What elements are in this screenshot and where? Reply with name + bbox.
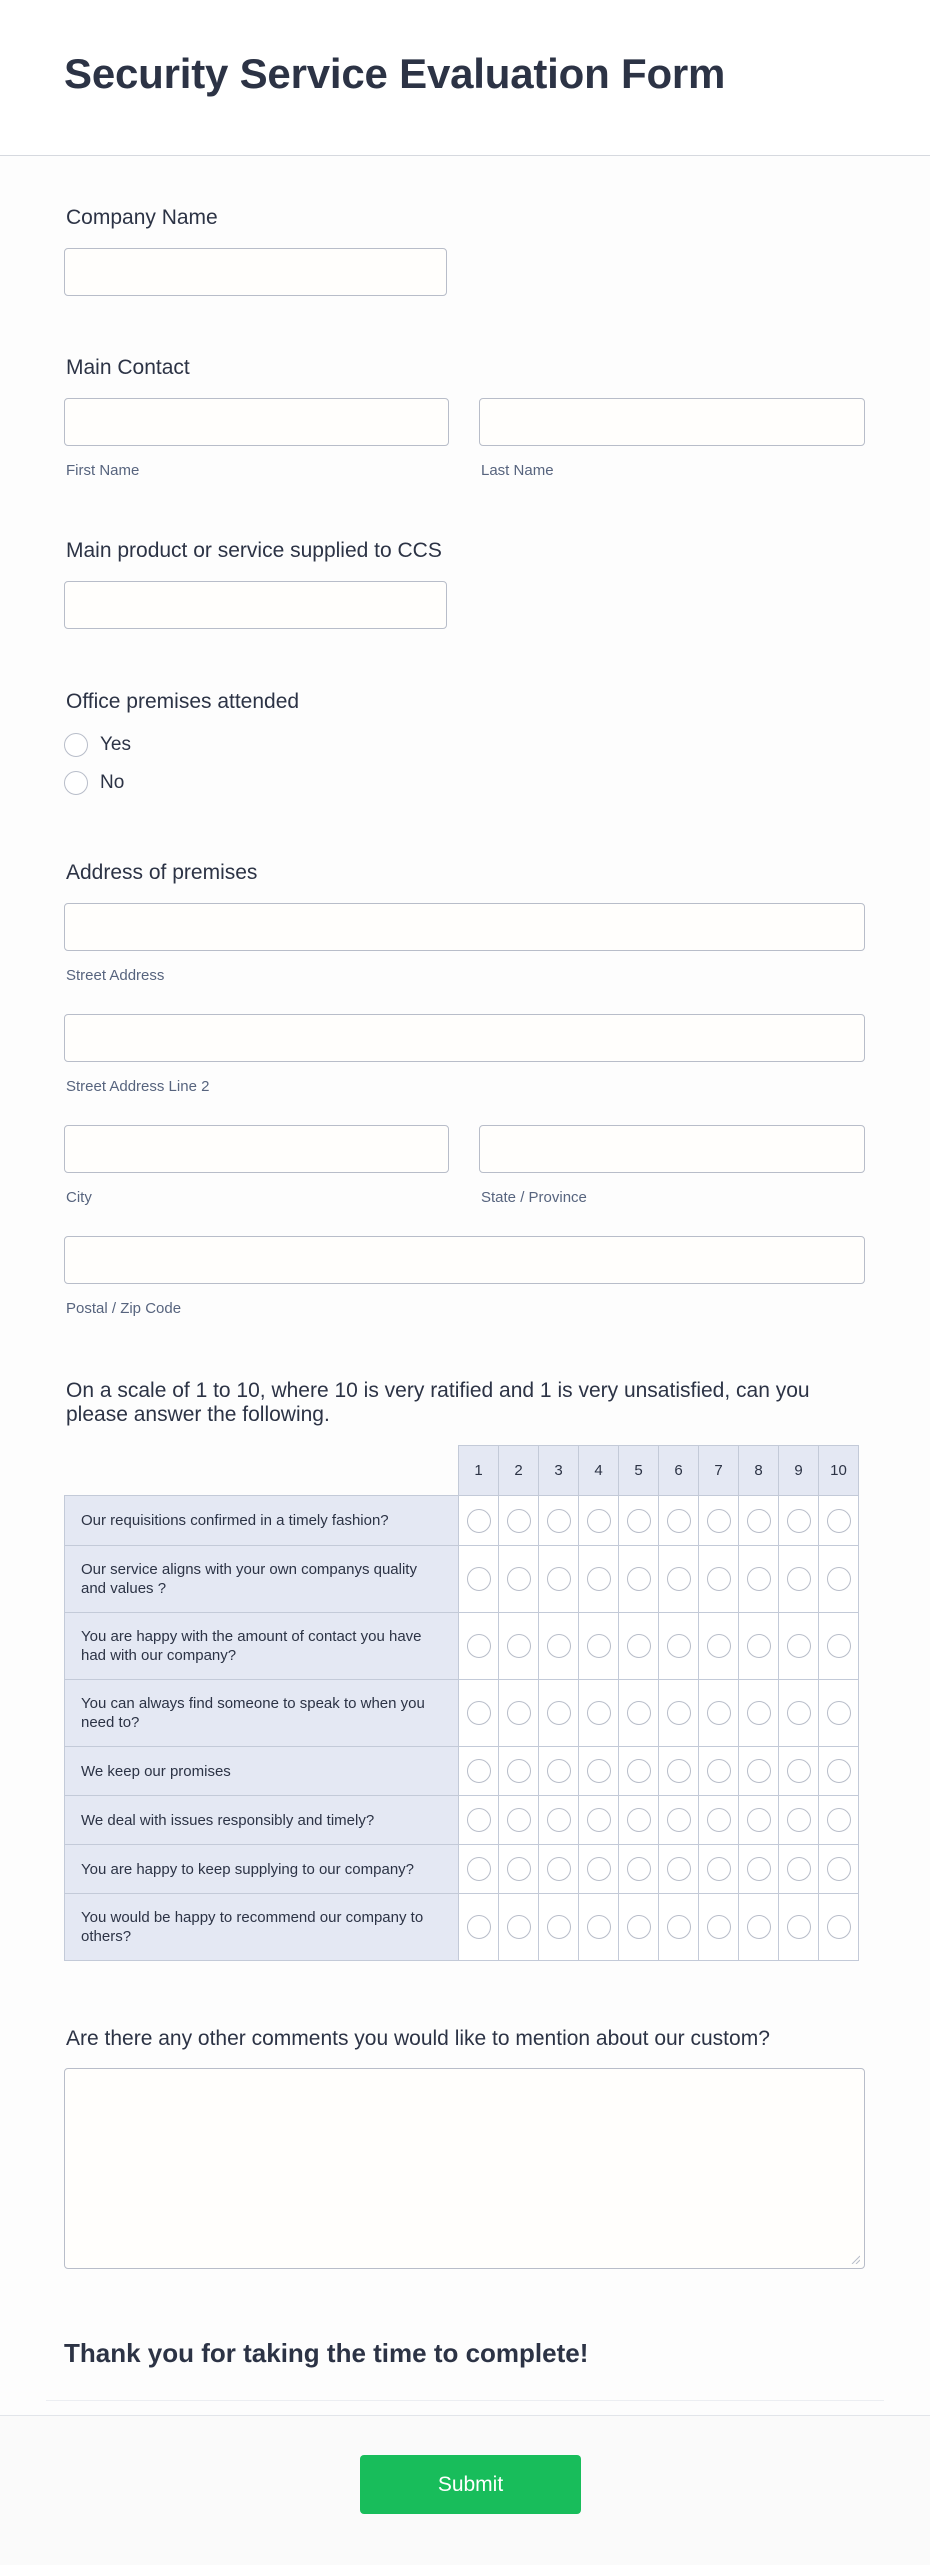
matrix-cell[interactable] [619,1796,659,1845]
rating-radio[interactable] [627,1509,651,1533]
matrix-row [65,1680,859,1747]
matrix-cell[interactable] [579,1894,619,1961]
matrix-cell[interactable] [499,1496,539,1546]
form-footer [0,2415,930,2565]
submit-button[interactable]: Submit [360,2455,581,2514]
rating-radio[interactable] [507,1857,531,1881]
matrix-cell[interactable] [459,1680,499,1747]
rating-radio[interactable] [747,1567,771,1591]
office-premises-label: Office premises attended [66,690,300,713]
radio-button[interactable] [64,771,88,795]
scale-question-label: On a scale of 1 to 10, where 10 is very ratified and 1 is very unsatisfied, can you please answer the following. [66,1379,810,1426]
street-address-sublabel: Street Address [66,967,165,984]
matrix-cell[interactable] [659,1613,699,1680]
city-sublabel: City [66,1189,92,1206]
option-label: No [100,772,125,793]
matrix-cell[interactable] [699,1747,739,1796]
matrix-cell[interactable] [819,1845,859,1894]
matrix-cell[interactable] [499,1845,539,1894]
first-name-input[interactable] [64,398,449,446]
rating-radio[interactable] [547,1759,571,1783]
rating-radio[interactable] [467,1857,491,1881]
matrix-column-header: 9 [779,1446,819,1496]
matrix-cell[interactable] [539,1796,579,1845]
rating-radio[interactable] [667,1634,691,1658]
rating-radio[interactable] [787,1915,811,1939]
form-header [0,0,930,156]
matrix-cell[interactable] [699,1845,739,1894]
rating-radio[interactable] [827,1808,851,1832]
matrix-cell[interactable] [659,1845,699,1894]
matrix-cell[interactable] [619,1680,659,1747]
matrix-cell[interactable] [539,1845,579,1894]
matrix-cell[interactable] [619,1845,659,1894]
matrix-cell[interactable] [699,1796,739,1845]
matrix-cell[interactable] [659,1796,699,1845]
rating-radio[interactable] [747,1509,771,1533]
rating-radio[interactable] [507,1759,531,1783]
rating-radio[interactable] [467,1634,491,1658]
rating-radio[interactable] [827,1567,851,1591]
rating-radio[interactable] [507,1567,531,1591]
rating-radio[interactable] [707,1808,731,1832]
matrix-cell[interactable] [539,1680,579,1747]
rating-radio[interactable] [467,1509,491,1533]
rating-radio[interactable] [627,1915,651,1939]
rating-radio[interactable] [667,1567,691,1591]
matrix-column-header: 5 [619,1446,659,1496]
rating-radio[interactable] [787,1759,811,1783]
comments-textarea[interactable] [64,2068,865,2269]
company-name-input[interactable] [64,248,447,296]
rating-radio[interactable] [707,1509,731,1533]
matrix-column-header: 1 [459,1446,499,1496]
form-title: Security Service Evaluation Form [64,50,726,97]
rating-radio[interactable] [747,1857,771,1881]
main-product-input[interactable] [64,581,447,629]
office-option-yes[interactable] [64,733,131,757]
first-name-sublabel: First Name [66,462,140,479]
rating-radio[interactable] [747,1915,771,1939]
rating-radio[interactable] [547,1567,571,1591]
rating-radio[interactable] [547,1509,571,1533]
matrix-cell[interactable] [659,1747,699,1796]
rating-radio[interactable] [627,1634,651,1658]
rating-radio[interactable] [507,1509,531,1533]
matrix-column-header: 6 [659,1446,699,1496]
divider [46,2400,884,2401]
matrix-row-label: We keep our promises [65,1747,459,1796]
rating-radio[interactable] [587,1915,611,1939]
matrix-cell[interactable] [579,1496,619,1546]
matrix-cell[interactable] [739,1845,779,1894]
rating-radio[interactable] [667,1857,691,1881]
state-sublabel: State / Province [481,1189,587,1206]
matrix-row [65,1546,859,1613]
resize-grip-icon[interactable] [850,2254,860,2264]
matrix-cell[interactable] [539,1747,579,1796]
rating-radio[interactable] [707,1915,731,1939]
last-name-input[interactable] [479,398,865,446]
matrix-row [65,1894,859,1961]
matrix-cell[interactable] [819,1546,859,1613]
matrix-cell[interactable] [779,1796,819,1845]
matrix-row-label: Our requisitions confirmed in a timely fashion? [65,1496,459,1546]
rating-radio[interactable] [787,1567,811,1591]
matrix-cell[interactable] [659,1680,699,1747]
rating-radio[interactable] [547,1701,571,1725]
matrix-cell[interactable] [819,1894,859,1961]
matrix-cell[interactable] [659,1496,699,1546]
rating-radio[interactable] [707,1701,731,1725]
matrix-cell[interactable] [739,1680,779,1747]
matrix-cell[interactable] [579,1680,619,1747]
matrix-column-header: 8 [739,1446,779,1496]
street-address-2-input[interactable] [64,1014,865,1062]
matrix-row [65,1496,859,1546]
comments-label: Are there any other comments you would like to mention about our custom? [66,2027,770,2050]
rating-radio[interactable] [587,1701,611,1725]
matrix-header-row [65,1446,859,1496]
rating-radio[interactable] [627,1759,651,1783]
rating-radio[interactable] [747,1701,771,1725]
matrix-cell[interactable] [499,1546,539,1613]
address-label: Address of premises [66,861,258,884]
postal-code-input[interactable] [64,1236,865,1284]
matrix-cell[interactable] [499,1613,539,1680]
matrix-cell[interactable] [699,1613,739,1680]
rating-radio[interactable] [707,1857,731,1881]
rating-radio[interactable] [707,1567,731,1591]
matrix-cell[interactable] [539,1546,579,1613]
main-product-label: Main product or service supplied to CCS [66,539,442,562]
matrix-cell[interactable] [739,1747,779,1796]
rating-radio[interactable] [627,1857,651,1881]
radio-button[interactable] [64,733,88,757]
matrix-cell[interactable] [819,1747,859,1796]
company-name-label: Company Name [66,206,218,229]
rating-radio[interactable] [507,1701,531,1725]
rating-radio[interactable] [827,1759,851,1783]
matrix-cell[interactable] [779,1747,819,1796]
matrix-cell[interactable] [819,1613,859,1680]
rating-radio[interactable] [827,1634,851,1658]
matrix-cell[interactable] [739,1546,779,1613]
matrix-column-header: 2 [499,1446,539,1496]
thank-you-heading: Thank you for taking the time to complete! [64,2338,589,2368]
matrix-cell[interactable] [459,1796,499,1845]
rating-radio[interactable] [747,1759,771,1783]
matrix-row-label: Our service aligns with your own companys quality and values ? [65,1546,459,1613]
matrix-cell[interactable] [779,1546,819,1613]
matrix-cell[interactable] [739,1894,779,1961]
rating-radio[interactable] [507,1808,531,1832]
rating-radio[interactable] [667,1915,691,1939]
matrix-cell[interactable] [699,1496,739,1546]
rating-radio[interactable] [827,1701,851,1725]
matrix-cell[interactable] [579,1546,619,1613]
matrix-cell[interactable] [779,1496,819,1546]
office-option-no[interactable] [64,771,124,795]
matrix-row-label: You can always find someone to speak to when you need to? [65,1680,459,1747]
matrix-cell[interactable] [699,1680,739,1747]
rating-radio[interactable] [827,1915,851,1939]
rating-radio[interactable] [787,1857,811,1881]
rating-radio[interactable] [667,1509,691,1533]
matrix-row [65,1747,859,1796]
rating-radio[interactable] [467,1701,491,1725]
main-contact-label: Main Contact [66,356,190,379]
matrix-cell[interactable] [779,1680,819,1747]
matrix-cell[interactable] [539,1496,579,1546]
rating-radio[interactable] [667,1759,691,1783]
matrix-cell[interactable] [459,1747,499,1796]
postal-code-sublabel: Postal / Zip Code [66,1300,182,1317]
matrix-cell[interactable] [499,1747,539,1796]
matrix-row [65,1796,859,1845]
matrix-cell[interactable] [659,1546,699,1613]
rating-radio[interactable] [547,1808,571,1832]
rating-radio[interactable] [787,1808,811,1832]
rating-radio[interactable] [707,1759,731,1783]
matrix-cell[interactable] [779,1894,819,1961]
matrix-cell[interactable] [459,1894,499,1961]
matrix-cell[interactable] [779,1613,819,1680]
matrix-cell[interactable] [619,1496,659,1546]
rating-radio[interactable] [467,1915,491,1939]
rating-radio[interactable] [547,1634,571,1658]
rating-radio[interactable] [827,1509,851,1533]
matrix-row-label: You are happy to keep supplying to our company? [65,1845,459,1894]
matrix-cell[interactable] [539,1894,579,1961]
rating-radio[interactable] [627,1701,651,1725]
matrix-cell[interactable] [499,1894,539,1961]
rating-radio[interactable] [507,1634,531,1658]
matrix-row-label: We deal with issues responsibly and timely? [65,1796,459,1845]
matrix-cell[interactable] [619,1747,659,1796]
rating-radio[interactable] [587,1567,611,1591]
rating-radio[interactable] [547,1915,571,1939]
rating-radio[interactable] [587,1759,611,1783]
rating-radio[interactable] [587,1808,611,1832]
rating-radio[interactable] [627,1567,651,1591]
matrix-cell[interactable] [459,1613,499,1680]
rating-radio[interactable] [787,1634,811,1658]
last-name-sublabel: Last Name [481,462,554,479]
state-input[interactable] [479,1125,865,1173]
matrix-cell[interactable] [619,1546,659,1613]
city-input[interactable] [64,1125,449,1173]
matrix-cell[interactable] [819,1796,859,1845]
rating-radio[interactable] [747,1808,771,1832]
street-address-2-sublabel: Street Address Line 2 [66,1078,210,1095]
matrix-cell[interactable] [819,1496,859,1546]
matrix-cell[interactable] [619,1613,659,1680]
matrix-cell[interactable] [579,1845,619,1894]
matrix-cell[interactable] [499,1796,539,1845]
matrix-row-label: You would be happy to recommend our company to others? [65,1894,459,1961]
rating-radio[interactable] [467,1808,491,1832]
matrix-cell[interactable] [579,1796,619,1845]
rating-radio[interactable] [587,1634,611,1658]
option-label: Yes [100,734,131,755]
matrix-cell[interactable] [699,1546,739,1613]
matrix-cell[interactable] [739,1613,779,1680]
street-address-input[interactable] [64,903,865,951]
rating-matrix [64,1445,859,1961]
rating-radio[interactable] [787,1701,811,1725]
matrix-cell[interactable] [459,1546,499,1613]
matrix-column-header: 10 [819,1446,859,1496]
rating-radio[interactable] [667,1701,691,1725]
rating-radio[interactable] [587,1857,611,1881]
matrix-cell[interactable] [699,1894,739,1961]
matrix-column-header: 4 [579,1446,619,1496]
rating-radio[interactable] [667,1808,691,1832]
rating-radio[interactable] [467,1567,491,1591]
matrix-row [65,1613,859,1680]
matrix-cell[interactable] [619,1894,659,1961]
matrix-cell[interactable] [579,1613,619,1680]
matrix-cell[interactable] [739,1496,779,1546]
matrix-corner [65,1446,459,1496]
rating-radio[interactable] [547,1857,571,1881]
rating-radio[interactable] [787,1509,811,1533]
matrix-cell[interactable] [499,1680,539,1747]
matrix-cell[interactable] [539,1613,579,1680]
rating-radio[interactable] [747,1634,771,1658]
matrix-cell[interactable] [459,1496,499,1546]
matrix-row [65,1845,859,1894]
rating-radio[interactable] [467,1759,491,1783]
rating-radio[interactable] [507,1915,531,1939]
matrix-column-header: 7 [699,1446,739,1496]
rating-radio[interactable] [827,1857,851,1881]
rating-radio[interactable] [587,1509,611,1533]
matrix-cell[interactable] [739,1796,779,1845]
matrix-cell[interactable] [779,1845,819,1894]
rating-radio[interactable] [707,1634,731,1658]
matrix-row-label: You are happy with the amount of contact you have had with our company? [65,1613,459,1680]
matrix-cell[interactable] [459,1845,499,1894]
matrix-cell[interactable] [819,1680,859,1747]
matrix-cell[interactable] [659,1894,699,1961]
matrix-cell[interactable] [579,1747,619,1796]
rating-radio[interactable] [627,1808,651,1832]
matrix-column-header: 3 [539,1446,579,1496]
